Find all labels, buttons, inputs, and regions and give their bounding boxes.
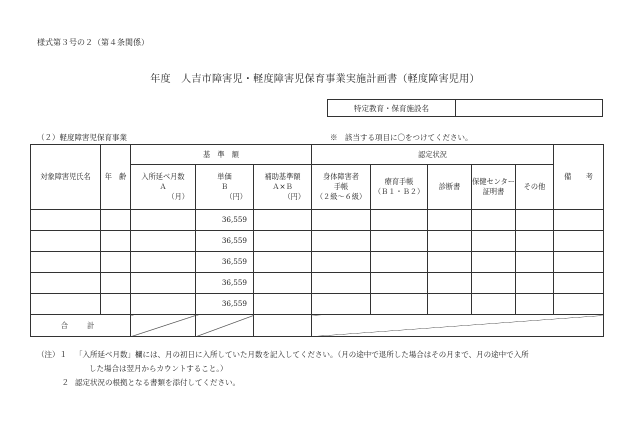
header-months: 入所延べ月数 Ａ （月） (131, 165, 196, 210)
cell-months[interactable] (131, 252, 196, 273)
cell-subsidy[interactable] (254, 273, 312, 294)
facility-name-field[interactable] (456, 100, 602, 116)
table-row (31, 231, 604, 252)
header-diagnosis: 診断書 (428, 165, 472, 210)
note2-text: 認定状況の根拠となる書類を添付してください。 (75, 378, 240, 387)
cell-unit-price: 36,559 (196, 273, 254, 294)
instruction-note: ※ 該当する項目に〇をつけてください。 (330, 133, 473, 142)
cell-age[interactable] (101, 231, 131, 252)
table-row (31, 210, 604, 231)
note2-prefix: ２ (61, 378, 69, 387)
table-row (31, 273, 604, 294)
cell-name[interactable] (31, 231, 101, 252)
cell-unit-price: 36,559 (196, 252, 254, 273)
notes (37, 348, 529, 390)
section-title: （２）軽度障害児保育事業 (37, 133, 127, 142)
note1-prefix: （注）１ (37, 350, 67, 359)
cell-name[interactable] (31, 210, 101, 231)
note1-line2: した場合は翌月からカウントすること。） (89, 364, 228, 373)
form-number: 様式第３号の２（第４条関係） (37, 38, 149, 47)
facility-name-box (327, 99, 603, 117)
cell-name[interactable] (31, 273, 101, 294)
cell-subsidy[interactable] (254, 252, 312, 273)
total-unit-diagonal (196, 315, 254, 337)
cell-age[interactable] (101, 273, 131, 294)
cell-age[interactable] (101, 294, 131, 315)
cell-age[interactable] (101, 252, 131, 273)
header-physical-disability: 身体障害者 手帳 （２級～６級） (312, 165, 371, 210)
header-unit-price: 単価 Ｂ （円） (196, 165, 254, 210)
header-certification: 認定状況 (312, 145, 554, 165)
facility-name-label: 特定教育・保育施設名 (328, 100, 456, 116)
header-child-name: 対象障害児氏名 (31, 145, 101, 210)
header-subsidy: 補助基準額 Ａ×Ｂ （円） (254, 165, 312, 210)
total-subsidy-cell[interactable] (254, 315, 312, 337)
table-row (31, 294, 604, 315)
cell-subsidy[interactable] (254, 210, 312, 231)
cell-months[interactable] (131, 210, 196, 231)
header-remarks: 備 考 (554, 145, 604, 210)
header-basis-amount: 基 準 額 (131, 145, 312, 165)
cell-months[interactable] (131, 231, 196, 252)
header-ryoiku-handbook: 療育手帳 （Ｂ１・Ｂ２） (371, 165, 428, 210)
page-title: 年度 人吉市障害児・軽度障害児保育事業実施計画書（軽度障害児用） (150, 74, 480, 85)
cell-unit-price: 36,559 (196, 294, 254, 315)
total-row (31, 315, 604, 337)
cell-subsidy[interactable] (254, 294, 312, 315)
cell-unit-price: 36,559 (196, 210, 254, 231)
total-label: 合 計 (31, 315, 131, 337)
plan-table (30, 144, 604, 337)
header-health-center: 保健センター 証明書 (472, 165, 516, 210)
note1-line1: 「入所延べ月数」欄には、月の初日に入所していた月数を記入してください。（月の途中で退所した場合はその月まで、月の途中で入所 (75, 350, 529, 359)
total-cert-diagonal (312, 315, 604, 337)
cell-age[interactable] (101, 210, 131, 231)
header-other: その他 (516, 165, 554, 210)
total-months-diagonal (131, 315, 196, 337)
cell-months[interactable] (131, 294, 196, 315)
header-age: 年 齢 (101, 145, 131, 210)
cell-unit-price: 36,559 (196, 231, 254, 252)
cell-name[interactable] (31, 252, 101, 273)
cell-months[interactable] (131, 273, 196, 294)
table-row (31, 252, 604, 273)
cell-subsidy[interactable] (254, 231, 312, 252)
cell-name[interactable] (31, 294, 101, 315)
